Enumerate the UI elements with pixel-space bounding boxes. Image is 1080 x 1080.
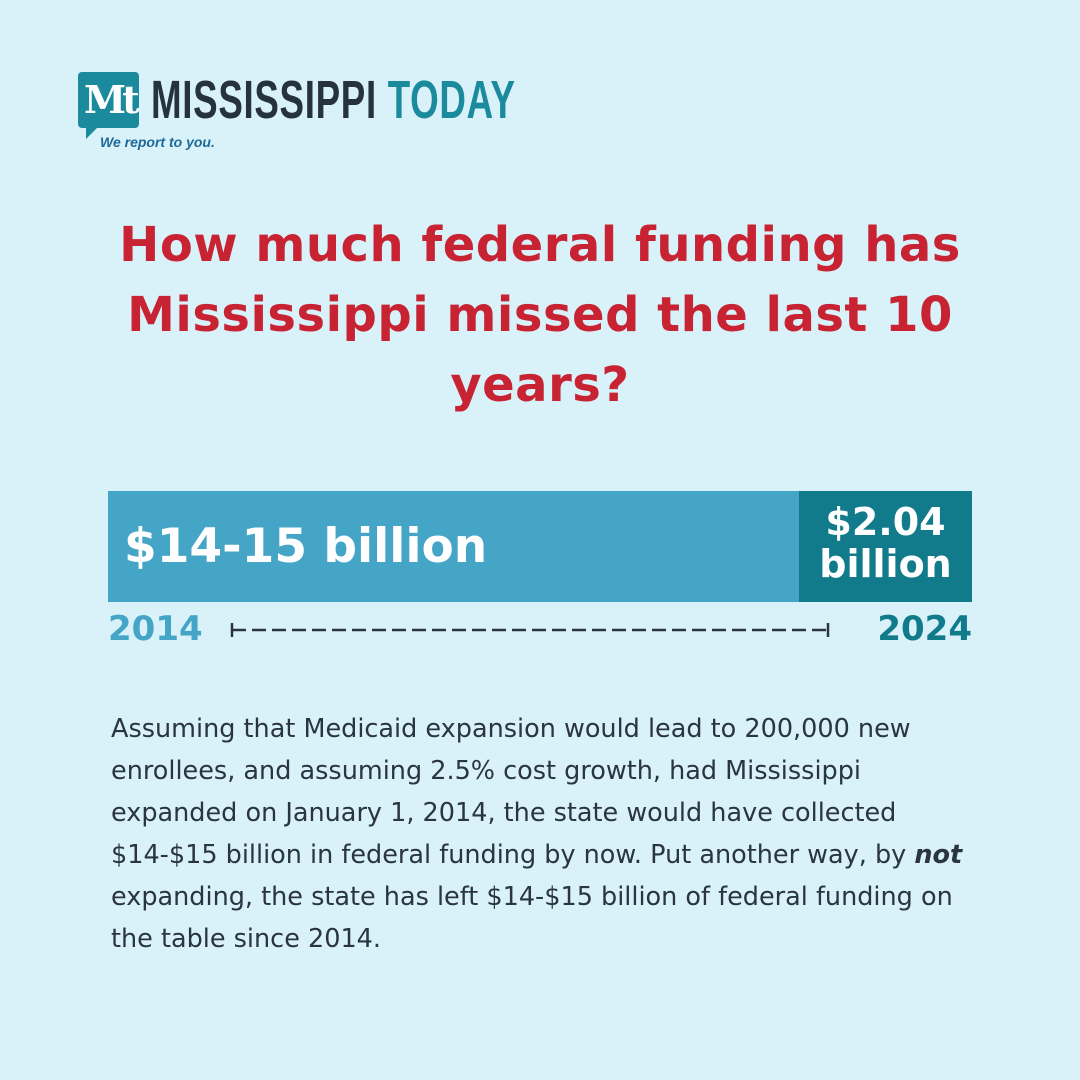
body-text-part2: expanding, the state has left $14-$15 billion of federal funding on the table since 2014.: [111, 882, 953, 954]
timeline-end-year: 2024: [877, 609, 972, 649]
logo-wordmark: [151, 71, 516, 129]
mississippi-today-logo[interactable]: [78, 70, 518, 160]
timeline-start-year: 2014: [108, 609, 203, 649]
timeline-line: [230, 620, 830, 640]
headline: How much federal funding has Mississippi missed the last 10 years?: [119, 217, 961, 413]
logo-wordmark-part2: TODAY: [387, 70, 516, 130]
body-paragraph: [111, 708, 981, 960]
bar-total-segment: [108, 491, 799, 602]
body-emphasis: not: [914, 840, 963, 870]
bar-total-label: $14-15 billion: [124, 519, 488, 574]
body-text-part1: Assuming that Medicaid expansion would lead to 200,000 new enrollees, and assuming 2.5% cost growth, had Mississippi expanded on January 1, 2014, the state would have collected $14-$15 billion in federal funding by now. Put another way, by: [111, 714, 915, 870]
funding-bar: [108, 491, 972, 602]
logo-tagline: We report to you.: [100, 134, 215, 150]
logo-mark: Mt: [84, 77, 136, 122]
bar-actual-segment: [799, 491, 972, 602]
logo-badge-icon: [78, 72, 139, 128]
logo-badge-tail: [86, 125, 100, 139]
logo-wordmark-part1: MISSISSIPPI: [151, 70, 377, 130]
bar-actual-label: $2.04 billion: [819, 500, 952, 586]
